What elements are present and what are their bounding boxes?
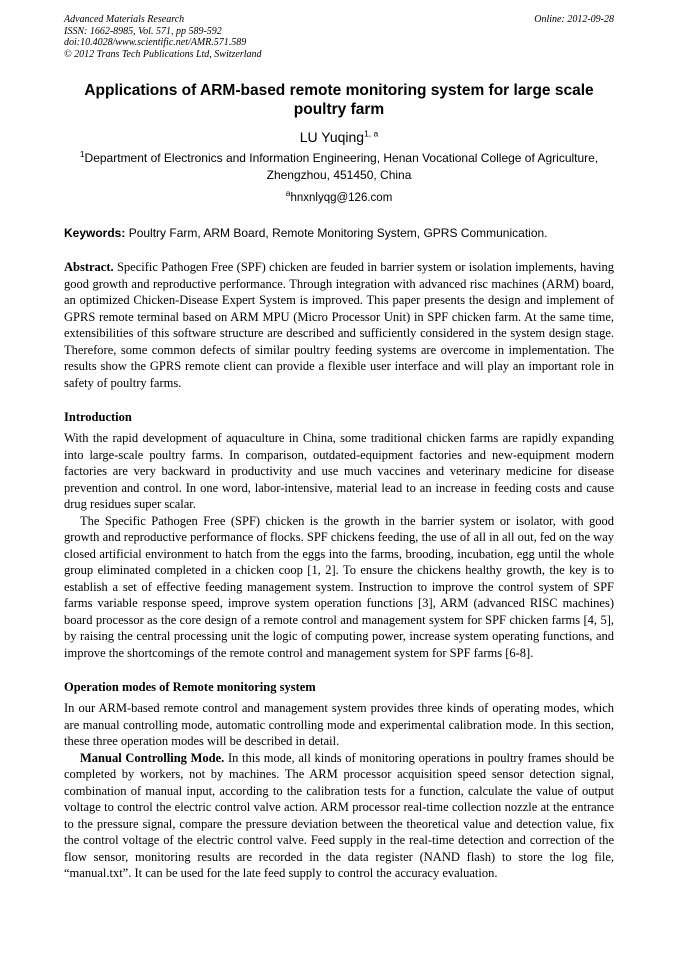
manual-mode-paragraph [64, 750, 614, 882]
keywords-label: Keywords: [64, 226, 126, 240]
copyright-line: © 2012 Trans Tech Publications Ltd, Switzerland [64, 48, 262, 60]
introduction-paragraph-1: With the rapid development of aquaculture in China, some traditional chicken farms are rapidly expanding into large-scale poultry farms. In comparison, outdated-equipment factories and new-equipment modern factories are very backward in productivity and use much vaccines and veterinary medicine for disease prevention and control. In one word, labor-intensive, material lead to an increase in feeding costs and cause drug residues super scalar. [64, 431, 614, 511]
affiliation-text: Department of Electronics and Information Engineering, Henan Vocational College of Agriculture, Zhengzhou, 451450, China [84, 151, 599, 182]
affiliation [64, 150, 614, 184]
abstract [64, 259, 614, 391]
keywords [64, 226, 614, 241]
journal-name: Advanced Materials Research [64, 14, 185, 25]
email-line [64, 188, 614, 206]
author-name: LU Yuqing [299, 129, 365, 145]
abstract-text: Specific Pathogen Free (SPF) chicken are feuded in barrier system or isolation implements, having good growth and reproductive performance. Through integration with advanced risc machines (ARM) board, an optimized Chicken-Disease Expert System is improved. This paper presents the design and implement of GPRS remote terminal based on ARM MPU (Micro Processor Unit) in SPF chicken farm. At the same time, extensibilities of this software structure are described and sufficiently considered in the system design stage. Therefore, some common defects of similar poultry feeding systems are overcome in implementation. The results show the GPRS remote client can provide a flexible user interface and will play an important role in safety of poultry farms. [64, 260, 614, 390]
affiliation-superscript: 1 [79, 149, 85, 159]
email-superscript: a [285, 188, 291, 199]
doi-line: doi:10.4028/www.scientific.net/AMR.571.589 [64, 37, 247, 48]
paper-page [64, 14, 614, 882]
introduction-heading: Introduction [64, 410, 132, 424]
journal-header [64, 14, 614, 60]
paper-title: Applications of ARM-based remote monitoring system for large scale poultry farm [84, 82, 594, 118]
author-superscript: 1, a [364, 128, 379, 139]
keywords-text: Poultry Farm, ARM Board, Remote Monitoring System, GPRS Communication. [125, 226, 548, 240]
online-date: Online: 2012-09-28 [534, 14, 614, 25]
manual-mode-label: Manual Controlling Mode. [80, 750, 225, 765]
author-line [64, 128, 614, 146]
issn-line: ISSN: 1662-8985, Vol. 571, pp 589-592 [64, 25, 222, 37]
introduction-paragraph-2: The Specific Pathogen Free (SPF) chicken is the growth in the barrier system or isolator, with good growth and reproductive performance of flocks. SPF chickens feeding, the use of all in all out, fed on the way closed artificial environment to hatch from the eggs into the farms, brooding, incubation, egg until the whole group eliminated completed in a chicken coop [1, 2]. To ensure the chickens healthy growth, the key is to establish a set of effective feeding management system. Instruction to improve the control system of SPF farms variable response speed, improve system operation functions [3], ARM (advanced RISC machines) board processor as the core design of a remote control and management system for SPF chicken farms [4, 5], by raising the central processing unit the logic of computing power, increase system operating functions, and improve the shortcomings of the remote control and management system for SPF farms [6-8]. [64, 513, 614, 660]
operation-modes-heading: Operation modes of Remote monitoring system [64, 680, 316, 694]
operation-paragraph-1: In our ARM-based remote control and management system provides three kinds of operating modes, which are manual controlling mode, automatic controlling mode and experimental calibration mode. In this section, these three operation modes will be described in detail. [64, 701, 614, 748]
manual-mode-text: In this mode, all kinds of monitoring operations in poultry frames should be completed by workers, not by machines. The ARM processor acquisition speed sensor detection signal, combination of manual input, according to the calibration tests for a function, calculate the value of output voltage to control the electric control valve action. ARM processor real-time collection nozzle at the entrance to the pressure signal, compare the pressure deviation between the theoretical value and detection value, fix the control voltage of the electric control valve. Feed supply in the real-time detection and correction of the flow sensor, monitoring results are recorded in the data register (NAND flash) to store the log file, “manual.txt”. It can be used for the late feed supply to control the accuracy evaluation. [64, 750, 614, 880]
email-address: hnxnlyqg@126.com [290, 192, 393, 204]
abstract-label: Abstract. [64, 260, 114, 274]
